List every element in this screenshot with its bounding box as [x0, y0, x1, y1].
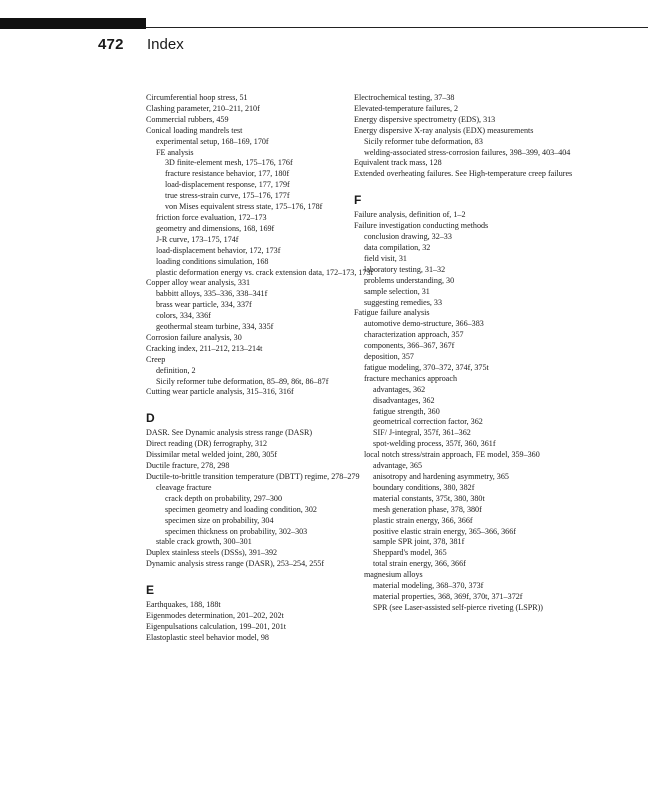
- index-subentry: fatigue modeling, 370–372, 374f, 375t: [364, 362, 489, 372]
- index-entry: Dynamic analysis stress range (DASR), 253–254, 255f: [146, 559, 325, 569]
- index-subentry: brass wear particle, 334, 337f: [156, 300, 252, 310]
- index-subentry: welding-associated stress-corrosion failures, 398–399, 403–404: [364, 147, 571, 157]
- index-entry: Elastoplastic steel behavior model, 98: [146, 632, 269, 642]
- index-subentry: specimen geometry and loading condition, 302: [165, 504, 317, 514]
- index-subentry: specimen size on probability, 304: [165, 515, 274, 525]
- index-subentry: geometrical correction factor, 362: [373, 417, 483, 427]
- index-entry: Circumferential hoop stress, 51: [146, 93, 248, 102]
- index-subentry: colors, 334, 336f: [156, 311, 211, 321]
- index-subentry: load-displacement behavior, 172, 173f: [156, 245, 281, 255]
- index-entry: Clashing parameter, 210–211, 210f: [146, 103, 260, 113]
- index-subentry: plastic deformation energy vs. crack extension data, 172–173, 173f: [156, 267, 374, 277]
- index-subentry: magnesium alloys: [364, 570, 423, 580]
- index-entry: Ductile fracture, 278, 298: [146, 461, 230, 471]
- index-subentry: components, 366–367, 367f: [364, 341, 455, 351]
- index-subentry: 3D finite-element mesh, 175–176, 176f: [165, 158, 293, 168]
- index-subentry: FE analysis: [156, 147, 194, 157]
- index-subentry: friction force evaluation, 172–173: [156, 212, 267, 222]
- index-entry: Fatigue failure analysis: [354, 308, 430, 318]
- index-entry: Extended overheating failures. See High-temperature creep failures: [354, 169, 573, 179]
- index-subentry: SIF/ J-integral, 357f, 361–362: [373, 428, 471, 438]
- index-subentry: material modeling, 368–370, 373f: [373, 581, 484, 591]
- index-subentry: conclusion drawing, 32–33: [364, 232, 452, 242]
- index-subentry: Sicily reformer tube deformation, 83: [364, 136, 483, 146]
- index-subentry: stable crack growth, 300–301: [156, 537, 252, 547]
- index-subentry: automotive demo-structure, 366–383: [364, 319, 484, 329]
- index-subentry: local notch stress/strain approach, FE model, 359–360: [364, 450, 540, 460]
- index-subentry: deposition, 357: [364, 352, 414, 362]
- index-subentry: spot-welding process, 357f, 360, 361f: [373, 439, 496, 449]
- index-subentry: fracture mechanics approach: [364, 373, 458, 383]
- index-subentry: plastic strain energy, 366, 366f: [373, 515, 473, 525]
- header-rule-thin: [146, 27, 648, 28]
- running-title: Index: [147, 36, 184, 53]
- index-entry: Electrochemical testing, 37–38: [354, 93, 455, 102]
- index-column-right: [354, 93, 584, 614]
- index-subentry: mesh generation phase, 378, 380f: [373, 504, 482, 514]
- index-subentry: characterization approach, 357: [364, 330, 464, 340]
- index-entry: Copper alloy wear analysis, 331: [146, 278, 251, 288]
- index-subentry: sample selection, 31: [364, 286, 430, 296]
- index-subentry: Sheppard's model, 365: [373, 548, 447, 558]
- index-subentry: laboratory testing, 31–32: [364, 264, 446, 274]
- index-entry: Earthquakes, 188, 188t: [146, 600, 221, 610]
- index-subentry: specimen thickness on probability, 302–303: [165, 526, 308, 536]
- index-entry: DASR. See Dynamic analysis stress range (DASR): [146, 428, 313, 438]
- index-subentry: material properties, 368, 369f, 370t, 371–372f: [373, 591, 523, 601]
- index-subentry: von Mises equivalent stress state, 175–176, 178f: [165, 202, 323, 212]
- index-subentry: field visit, 31: [364, 253, 407, 263]
- index-subentry: advantages, 362: [373, 384, 426, 394]
- section-letter: D: [146, 411, 155, 426]
- index-subentry: fracture resistance behavior, 177, 180f: [165, 169, 290, 179]
- index-entry: Direct reading (DR) ferrography, 312: [146, 439, 268, 449]
- index-entry: Eigenmodes determination, 201–202, 202t: [146, 611, 284, 621]
- index-entry: Failure analysis, definition of, 1–2: [354, 210, 466, 220]
- index-subentry: load-displacement response, 177, 179f: [165, 180, 290, 190]
- index-subentry: fatigue strength, 360: [373, 406, 440, 416]
- index-subentry: sample SPR joint, 378, 381f: [373, 537, 465, 547]
- index-subentry: positive elastic strain energy, 365–366, 366f: [373, 526, 516, 536]
- index-entry: Cutting wear particle analysis, 315–316, 316f: [146, 387, 294, 397]
- index-subentry: SPR (see Laser-assisted self-pierce riveting (LSPR)): [373, 602, 543, 612]
- header-rule-thick: [0, 18, 146, 29]
- page-number: 472: [98, 36, 124, 53]
- index-subentry: crack depth on probability, 297–300: [165, 493, 283, 503]
- index-entry: Energy dispersive spectrometry (EDS), 313: [354, 114, 496, 124]
- index-entry: Creep: [146, 354, 166, 364]
- index-entry: Equivalent track mass, 128: [354, 158, 442, 168]
- index-subentry: J-R curve, 173–175, 174f: [156, 234, 239, 244]
- index-subentry: disadvantages, 362: [373, 395, 435, 405]
- index-entry: Cracking index, 211–212, 213–214t: [146, 343, 263, 353]
- index-subentry: definition, 2: [156, 365, 196, 375]
- index-entry: Duplex stainless steels (DSSs), 391–392: [146, 548, 278, 558]
- index-subentry: suggesting remedies, 33: [364, 297, 443, 307]
- index-subentry: loading conditions simulation, 168: [156, 256, 269, 266]
- section-letter: F: [354, 193, 362, 208]
- index-subentry: true stress-strain curve, 175–176, 177f: [165, 191, 290, 201]
- index-subentry: data compilation, 32: [364, 242, 431, 252]
- index-subentry: total strain energy, 366, 366f: [373, 559, 466, 569]
- index-subentry: babbitt alloys, 335–336, 338–341f: [156, 289, 268, 299]
- index-subentry: anisotropy and hardening asymmetry, 365: [373, 472, 509, 481]
- index-subentry: geometry and dimensions, 168, 169f: [156, 223, 275, 233]
- index-subentry: cleavage fracture: [156, 482, 212, 492]
- index-subentry: problems understanding, 30: [364, 275, 455, 285]
- index-entry: Conical loading mandrels test: [146, 125, 243, 135]
- section-letter: E: [146, 583, 155, 598]
- index-subentry: experimental setup, 168–169, 170f: [156, 136, 269, 146]
- index-entry: Ductile-to-brittle transition temperature (DBTT) regime, 278–279: [146, 472, 360, 481]
- index-entry: Corrosion failure analysis, 30: [146, 332, 242, 342]
- index-entry: Failure investigation conducting methods: [354, 221, 489, 231]
- index-entry: Energy dispersive X-ray analysis (EDX) measurements: [354, 125, 534, 135]
- index-subentry: boundary conditions, 380, 382f: [373, 482, 475, 492]
- index-entry: Dissimilar metal welded joint, 280, 305f: [146, 450, 278, 460]
- index-entry: Elevated-temperature failures, 2: [354, 103, 459, 113]
- index-column-left: [146, 93, 376, 644]
- index-entry: Commercial rubbers, 459: [146, 114, 229, 124]
- index-subentry: material constants, 375t, 380, 380t: [373, 493, 485, 503]
- index-subentry: geothermal steam turbine, 334, 335f: [156, 322, 274, 332]
- index-subentry: Sicily reformer tube deformation, 85–89, 86t, 86–87f: [156, 376, 329, 386]
- index-subentry: advantage, 365: [373, 461, 422, 471]
- index-entry: Eigenpulsations calculation, 199–201, 201t: [146, 621, 287, 631]
